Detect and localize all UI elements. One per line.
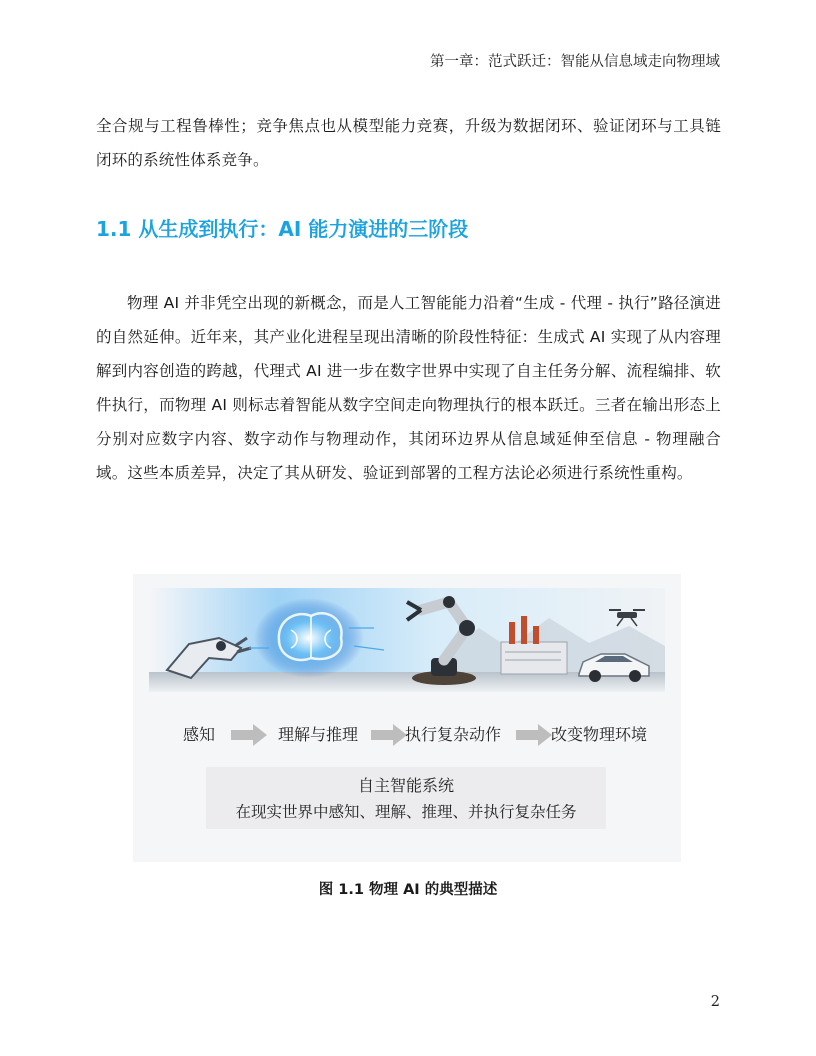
chapter-header: 第一章：范式跃迁：智能从信息域走向物理域 <box>430 54 720 70</box>
system-title: 自主智能系统 <box>357 776 454 795</box>
autonomous-system-box <box>206 767 606 829</box>
flow-step-perceive: 感知 <box>183 725 216 744</box>
intro-paragraph: 全合规与工程鲁棒性；竞争焦点也从模型能力竞赛，升级为数据闭环、验证闭环与工具链闭环的系统性体系竞争。 <box>96 117 721 169</box>
flow-step-change: 改变物理环境 <box>551 725 648 744</box>
figure-caption: 图 1.1 物理 AI 的典型描述 <box>318 882 498 898</box>
arrow-right-icon <box>516 724 552 746</box>
process-flow <box>133 714 681 754</box>
figure-physical-ai <box>133 574 681 862</box>
flow-step-reason: 理解与推理 <box>278 725 359 744</box>
flow-step-execute: 执行复杂动作 <box>405 725 502 744</box>
system-description: 在现实世界中感知、理解、推理、并执行复杂任务 <box>235 803 577 821</box>
arrow-right-icon <box>371 724 407 746</box>
page-number: 2 <box>710 994 720 1010</box>
arrow-right-icon <box>231 724 267 746</box>
body-paragraph: 物理 AI 并非凭空出现的新概念，而是人工智能能力沿着“生成 - 代理 - 执行”路径演进的自然延伸。近年来，其产业化进程呈现出清晰的阶段性特征：生成式 AI 实现了从内容理解到内容创造的跨越，代理式 AI 进一步在数字世界中实现了自主任务分解、流程编排、软件执行，而物理 AI 则标志着智能从数字空间走向物理执行的根本跃迁。三者在输出形态上分别对应数字内容、数字动作与物理动作，其闭环边界从信息域延伸至信息 - 物理融合域。这些本质差异，决定了其从研发、验证到部署的工程方法论必须进行系统性重构。 <box>96 294 721 482</box>
section-title: 1.1 从生成到执行：AI 能力演进的三阶段 <box>96 217 469 241</box>
figure-banner-image <box>149 588 665 692</box>
